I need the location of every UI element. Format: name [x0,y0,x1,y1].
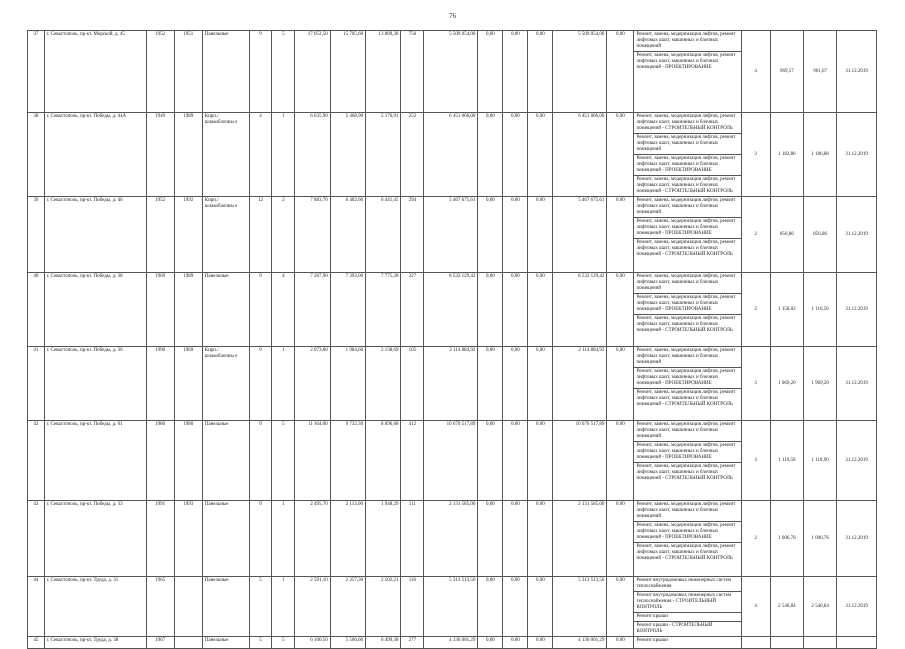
work-item: Ремонт крыши [636,638,668,643]
cell-works [634,197,741,273]
work-item: Ремонт, замена, модернизация лифтов, ремонт лифтовых шахт, машинных и блочных помещений - СТРОИТЕЛЬНЫЙ КОНТРОЛЬ [636,240,736,257]
cell-address: г. Севастополь, пр-кт. Победы, д. 46 [44,197,146,273]
cell-completion-date [837,637,877,649]
cell-total-cost: 8 532 129,42 [424,273,478,347]
work-item: Ремонт, замена, модернизация лифтов, ремонт лифтовых шахт, машинных и блочных помещений - ПРОЕКТИРОВАНИЕ [634,294,740,315]
cell-works [634,421,741,501]
cell-max-unit-cost: 1 186,88 [804,113,837,197]
work-item: Ремонт, замена, модернизация лифтов, ремонт лифтовых шахт, машинных и блочных помещений - СТРОИТЕЛЬНЫЙ КОНТРОЛЬ [634,113,740,134]
cell-federal-funds: 0,00 [478,31,503,113]
work-item: Ремонт внутридомовых инженерных систем теплоснабжения - СТРОИТЕЛЬНЫЙ КОНТРОЛЬ [634,592,740,613]
program-table [27,30,877,649]
cell-municipal-funds: 0,00 [528,577,553,637]
cell-living-area: 5 468,90 [330,113,365,197]
cell-address: г. Севастополь, пр-кт. Победы, д. 01 [44,421,146,501]
cell-year-built: 1967 [146,637,174,649]
table-row [28,421,877,501]
cell-completion-date: 31.12.2019 [837,501,877,577]
work-item: Ремонт, замена, модернизация лифтов, ремонт лифтовых шахт, машинных и блочных помещений - ПРОЕКТИРОВАНИЕ [636,53,736,70]
cell-residential-area: 2 502,21 [366,577,401,637]
cell-completion-date: 31.12.2019 [837,113,877,197]
cell-other-funds: 0,00 [607,637,634,649]
cell-year-commissioned: 1989 [174,113,202,197]
cell-other-funds: 0,00 [607,113,634,197]
cell-max-unit-cost [804,637,837,649]
cell-entrances: 5 [272,637,295,649]
table-row [28,113,877,197]
cell-living-area: 15 705,60 [330,31,365,113]
cell-completion-quarter: 3 [741,347,770,421]
cell-year-commissioned: 1951 [174,31,202,113]
cell-regional-funds: 0,00 [503,637,528,649]
cell-works [634,637,741,649]
cell-year-built: 1969 [146,273,174,347]
cell-federal-funds: 0,00 [478,501,503,577]
table-row [28,501,877,577]
cell-residents: 277 [401,637,424,649]
cell-total-area: 7 267,90 [295,273,330,347]
cell-works [634,501,741,577]
cell-unit-cost: 2 540,84 [770,577,803,637]
cell-row-number: 39 [28,197,45,273]
cell-completion-date: 31.12.2019 [837,273,877,347]
work-item: Ремонт крыши - СТРОИТЕЛЬНЫЙ КОНТРОЛЬ [636,623,713,634]
cell-year-commissioned: 1992 [174,197,202,273]
cell-total-area: 2 495,70 [295,501,330,577]
cell-total-cost: 2 114 884,92 [424,347,478,421]
cell-residents: 105 [401,347,424,421]
page-number: 76 [449,12,456,20]
cell-unit-cost: 1 119,50 [770,421,803,501]
cell-federal-funds: 0,00 [478,197,503,273]
cell-residential-area: 6 499,38 [366,637,401,649]
cell-unit-cost: 856,86 [770,197,803,273]
cell-unit-cost: 969,57 [770,31,803,113]
cell-completion-quarter: 2 [741,501,770,577]
work-item: Ремонт, замена, модернизация лифтов, ремонт лифтовых шахт, машинных и блочных помещений - СТРОИТЕЛЬНЫЙ КОНТРОЛЬ [636,316,736,333]
cell-total-area: 2 591,10 [295,577,330,637]
cell-entrances: 1 [272,113,295,197]
cell-residents: 116 [401,577,424,637]
cell-entrances: 1 [272,577,295,637]
work-item: Ремонт, замена, модернизация лифтов, ремонт лифтовых шахт, машинных и блочных помещений [634,31,740,52]
cell-federal-funds: 0,00 [478,421,503,501]
cell-other-funds: 0,00 [607,347,634,421]
cell-living-area: 6 402,60 [330,197,365,273]
cell-wall-material: Кирп./ шлакоблочны е [202,113,249,197]
cell-residents: 111 [401,501,424,577]
work-item: Ремонт, замена, модернизация лифтов, ремонт лифтовых шахт, машинных и блочных помещений - ПРОЕКТИРОВАНИЕ [634,522,740,543]
cell-floors: 4 [249,113,272,197]
cell-federal-funds: 0,00 [478,113,503,197]
cell-completion-quarter: 4 [741,577,770,637]
cell-total-area: 7 883,70 [295,197,330,273]
cell-wall-material: Панельные [202,637,249,649]
cell-unit-cost: 1 158,02 [770,273,803,347]
cell-max-unit-cost: 856,86 [804,197,837,273]
cell-municipal-funds: 0,00 [528,501,553,577]
cell-year-commissioned [174,577,202,637]
table-row [28,347,877,421]
cell-living-area: 2 113,00 [330,501,365,577]
cell-floors: 9 [249,421,272,501]
cell-municipal-funds: 0,00 [528,113,553,197]
work-item: Ремонт, замена, модернизация лифтов, ремонт лифтовых шахт, машинных и блочных помещений [634,501,740,522]
cell-total-cost: 5 313 513,56 [424,577,478,637]
cell-residential-area: 6 441,45 [366,197,401,273]
cell-unit-cost: 1 006,76 [770,501,803,577]
cell-floors: 5 [249,577,272,637]
cell-row-number: 40 [28,273,45,347]
cell-living-area: 1 984,60 [330,347,365,421]
cell-municipal-funds: 0,00 [528,31,553,113]
cell-row-number: 37 [28,31,45,113]
cell-max-unit-cost: 1 006,76 [804,501,837,577]
cell-municipal-funds: 0,00 [528,347,553,421]
cell-municipal-funds: 0,00 [528,273,553,347]
cell-owner-funds: 5 509 054,00 [553,31,607,113]
cell-address: г. Севастополь, пр-кт. Победы, д. 36 [44,347,146,421]
cell-unit-cost: 1 182,86 [770,113,803,197]
table-row [28,577,877,637]
cell-federal-funds: 0,00 [478,347,503,421]
cell-other-funds: 0,00 [607,421,634,501]
work-item: Ремонт, замена, модернизация лифтов, ремонт лифтовых шахт, машинных и блочных помещений [634,197,740,218]
cell-address: г. Севастополь, пр-кт. Победы, д. 38 [44,273,146,347]
cell-municipal-funds: 0,00 [528,637,553,649]
cell-completion-date: 31.12.2019 [837,347,877,421]
cell-living-area: 9 732,30 [330,421,365,501]
cell-floors: 5 [249,637,272,649]
work-item: Ремонт, замена, модернизация лифтов, ремонт лифтовых шахт, машинных и блочных помещений - СТРОИТЕЛЬНЫЙ КОНТРОЛЬ [636,464,736,481]
cell-regional-funds: 0,00 [503,577,528,637]
cell-completion-quarter: 4 [741,31,770,113]
cell-total-area: 2 073,60 [295,347,330,421]
cell-completion-quarter [741,637,770,649]
cell-entrances: 1 [272,501,295,577]
cell-residential-area: 1 948,29 [366,501,401,577]
work-item: Ремонт, замена, модернизация лифтов, ремонт лифтовых шахт, машинных и блочных помещений - ПРОЕКТИРОВАНИЕ [634,155,740,176]
cell-year-commissioned: 1969 [174,347,202,421]
cell-works [634,273,741,347]
work-item: Ремонт, замена, модернизация лифтов, ремонт лифтовых шахт, машинных и блочных помещений - СТРОИТЕЛЬНЫЙ КОНТРОЛЬ [636,390,736,407]
cell-wall-material: Панельные [202,421,249,501]
work-item: Ремонт, замена, модернизация лифтов, ремонт лифтовых шахт, машинных и блочных помещений [634,134,740,155]
cell-total-area: 17 052,50 [295,31,330,113]
cell-residential-area: 7 775,28 [366,273,401,347]
cell-residential-area: 13 889,38 [366,31,401,113]
work-item: Ремонт, замена, модернизация лифтов, ремонт лифтовых шахт, машинных и блочных помещений [634,273,740,294]
cell-max-unit-cost: 1 116,56 [804,273,837,347]
cell-municipal-funds: 0,00 [528,421,553,501]
cell-year-commissioned: 1989 [174,273,202,347]
cell-wall-material: Кирп./ шлакоблочны е [202,197,249,273]
cell-regional-funds: 0,00 [503,31,528,113]
cell-address: г. Севастополь, пр-кт. Морской, д. 45 [44,31,146,113]
cell-max-unit-cost: 1 118,90 [804,421,837,501]
cell-completion-date: 31.12.2019 [837,31,877,113]
cell-completion-quarter: 2 [741,197,770,273]
cell-regional-funds: 0,00 [503,197,528,273]
cell-entrances: 1 [272,347,295,421]
cell-year-commissioned: 1980 [174,421,202,501]
cell-entrances: 5 [272,31,295,113]
cell-residents: 294 [401,197,424,273]
cell-owner-funds: 5 467 675,61 [553,197,607,273]
cell-floors: 9 [249,347,272,421]
cell-total-cost: 4 136 001,29 [424,637,478,649]
cell-address: г. Севастополь, пр-кт. Труда, д. 38 [44,637,146,649]
work-item: Ремонт, замена, модернизация лифтов, ремонт лифтовых шахт, машинных и блочных помещений - ПРОЕКТИРОВАНИЕ [634,368,740,389]
cell-year-built: 1980 [146,421,174,501]
cell-residential-area: 2 138,69 [366,347,401,421]
work-item: Ремонт, замена, модернизация лифтов, ремонт лифтовых шахт, машинных и блочных помещений [634,421,740,442]
cell-row-number: 44 [28,577,45,637]
cell-residents: 327 [401,273,424,347]
cell-row-number: 41 [28,347,45,421]
cell-year-built: 1952 [146,31,174,113]
cell-total-cost: 5 509 054,00 [424,31,478,113]
cell-federal-funds: 0,00 [478,577,503,637]
cell-works [634,347,741,421]
cell-regional-funds: 0,00 [503,501,528,577]
cell-wall-material: Панельные [202,577,249,637]
cell-floors: 12 [249,197,272,273]
work-item: Ремонт, замена, модернизация лифтов, ремонт лифтовых шахт, машинных и блочных помещений - СТРОИТЕЛЬНЫЙ КОНТРОЛЬ [636,544,736,561]
cell-total-area: 11 164,00 [295,421,330,501]
cell-works [634,113,741,197]
cell-other-funds: 0,00 [607,197,634,273]
cell-entrances: 4 [272,273,295,347]
cell-owner-funds: 6 451 066,00 [553,113,607,197]
cell-other-funds: 0,00 [607,577,634,637]
cell-wall-material: Панельные [202,31,249,113]
cell-year-built: 1952 [146,197,174,273]
cell-year-built: 1990 [146,347,174,421]
cell-year-built: 1991 [146,501,174,577]
work-item: Ремонт внутридомовых инженерных систем теплоснабжения [634,577,740,592]
cell-living-area: 2 357,30 [330,577,365,637]
cell-floors: 9 [249,31,272,113]
cell-year-commissioned: 1993 [174,501,202,577]
cell-other-funds: 0,00 [607,273,634,347]
cell-wall-material: Панельные [202,501,249,577]
cell-address: г. Севастополь, пр-кт. Победы, д. 33 [44,501,146,577]
cell-regional-funds: 0,00 [503,347,528,421]
work-item: Ремонт, замена, модернизация лифтов, ремонт лифтовых шахт, машинных и блочных помещений - ПРОЕКТИРОВАНИЕ [634,218,740,239]
cell-year-built: 1949 [146,113,174,197]
cell-completion-quarter: 3 [741,113,770,197]
cell-living-area: 5 506,60 [330,637,365,649]
cell-wall-material: Панельные [202,273,249,347]
cell-total-cost: 6 451 066,00 [424,113,478,197]
cell-works [634,577,741,637]
cell-max-unit-cost: 1 969,20 [804,347,837,421]
cell-residents: 756 [401,31,424,113]
cell-other-funds: 0,00 [607,501,634,577]
cell-entrances: 5 [272,421,295,501]
table-row [28,31,877,113]
cell-residential-area: 5 176,91 [366,113,401,197]
cell-residents: 252 [401,113,424,197]
cell-regional-funds: 0,00 [503,273,528,347]
cell-completion-date: 31.12.2019 [837,421,877,501]
cell-floors: 9 [249,273,272,347]
cell-total-area: 6 100,50 [295,637,330,649]
cell-max-unit-cost: 2 540,84 [804,577,837,637]
cell-owner-funds: 2 114 884,92 [553,347,607,421]
cell-unit-cost: 1 069,20 [770,347,803,421]
cell-entrances: 2 [272,197,295,273]
cell-living-area: 7 393,00 [330,273,365,347]
cell-address: г. Севастополь, пр-кт. Труда, д. 31 [44,577,146,637]
cell-wall-material: Кирп./ шлакоблочны е [202,347,249,421]
cell-other-funds: 0,00 [607,31,634,113]
cell-row-number: 45 [28,637,45,649]
cell-owner-funds: 8 532 129,42 [553,273,607,347]
cell-completion-date: 31.12.2019 [837,577,877,637]
cell-residents: 412 [401,421,424,501]
table-row [28,197,877,273]
cell-year-built: 1965 [146,577,174,637]
cell-owner-funds: 4 136 001,29 [553,637,607,649]
cell-residential-area: 8 896,68 [366,421,401,501]
cell-completion-quarter: 2 [741,273,770,347]
cell-row-number: 42 [28,421,45,501]
cell-owner-funds: 2 131 585,00 [553,501,607,577]
cell-federal-funds: 0,00 [478,637,503,649]
cell-completion-quarter: 3 [741,421,770,501]
cell-owner-funds: 5 313 513,56 [553,577,607,637]
cell-max-unit-cost: 961,67 [804,31,837,113]
cell-total-area: 6 635,90 [295,113,330,197]
cell-owner-funds: 10 670 517,89 [553,421,607,501]
table-row [28,637,877,649]
work-item: Ремонт, замена, модернизация лифтов, ремонт лифтовых шахт, машинных и блочных помещений - СТРОИТЕЛЬНЫЙ КОНТРОЛЬ [636,177,736,194]
work-item: Ремонт, замена, модернизация лифтов, ремонт лифтовых шахт, машинных и блочных помещений - ПРОЕКТИРОВАНИЕ [634,442,740,463]
cell-federal-funds: 0,00 [478,273,503,347]
cell-regional-funds: 0,00 [503,113,528,197]
cell-total-cost: 2 131 585,00 [424,501,478,577]
work-item: Ремонт, замена, модернизация лифтов, ремонт лифтовых шахт, машинных и блочных помещений [634,347,740,368]
cell-works [634,31,741,113]
cell-total-cost: 10 670 517,89 [424,421,478,501]
cell-unit-cost [770,637,803,649]
cell-address: г. Севастополь, пр-кт. Победы, д. 44А [44,113,146,197]
cell-row-number: 43 [28,501,45,577]
cell-year-commissioned [174,637,202,649]
table-row [28,273,877,347]
cell-floors: 9 [249,501,272,577]
work-item: Ремонт крыши [634,613,740,622]
cell-row-number: 38 [28,113,45,197]
cell-regional-funds: 0,00 [503,421,528,501]
cell-total-cost: 5 467 675,61 [424,197,478,273]
cell-completion-date: 31.12.2019 [837,197,877,273]
cell-municipal-funds: 0,00 [528,197,553,273]
